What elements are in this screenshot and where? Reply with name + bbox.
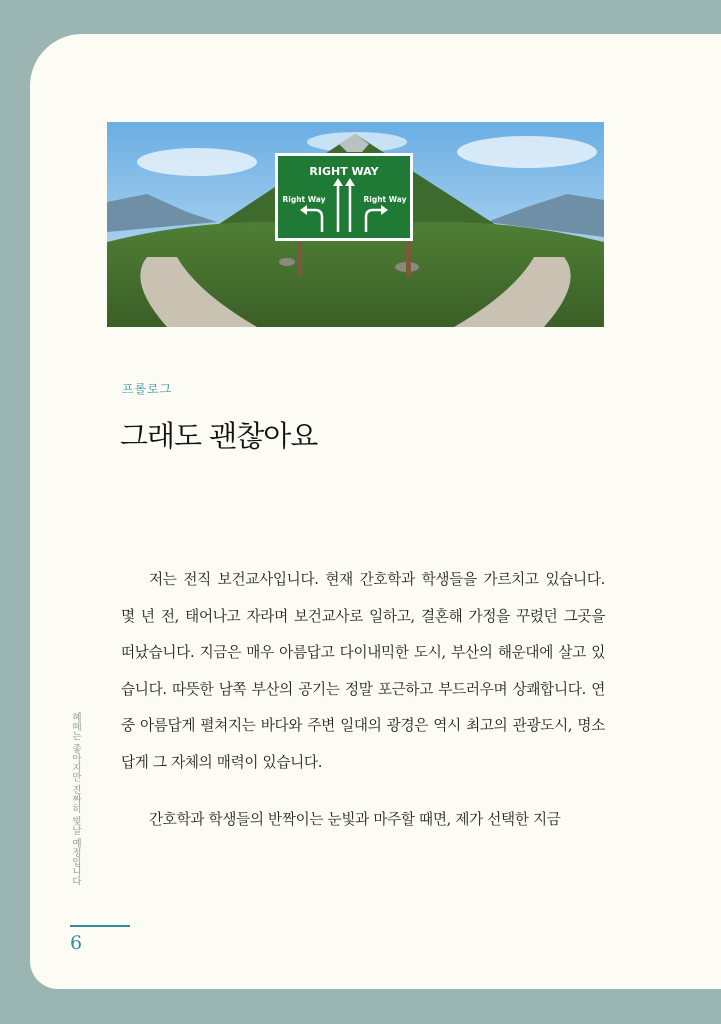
book-page bbox=[30, 34, 721, 989]
body-text bbox=[121, 562, 605, 839]
hero-image bbox=[107, 122, 604, 327]
sign-right-label: Right Way bbox=[363, 195, 407, 204]
sign-title: RIGHT WAY bbox=[309, 165, 379, 178]
sign-left-label: Right Way bbox=[282, 195, 326, 204]
running-header: 혜떼는 좋아지만 진짜히 빛날 예정입니다 bbox=[70, 712, 81, 886]
paragraph: 저는 전직 보건교사입니다. 현재 간호학과 학생들을 가르치고 있습니다. 몇 년 전, 태어나고 자라며 보건교사로 일하고, 결혼해 가정을 꾸렸던 그곳을 떠났습니다. 지금은 매우 아름답고 다이내믹한 도시, 부산의 해운대에 살고 있습니다. 따뜻한 남쪽 부산의 공기는 정말 포근하고 부드러우며 상쾌합니다. 연중 아름답게 펼쳐지는 바다와 주변 일대의 광경은 역시 최고의 관광도시, 명소답게 그 자체의 매력이 있습니다. bbox=[121, 571, 605, 771]
page-number-rule bbox=[70, 925, 130, 927]
chapter-label: 프롤로그 bbox=[122, 382, 173, 396]
chapter-title: 그래도 괜찮아요 bbox=[120, 419, 318, 453]
paragraph: 간호학과 학생들의 반짝이는 눈빛과 마주할 때면, 제가 선택한 지금 bbox=[149, 811, 561, 828]
page-number: 6 bbox=[70, 932, 83, 954]
